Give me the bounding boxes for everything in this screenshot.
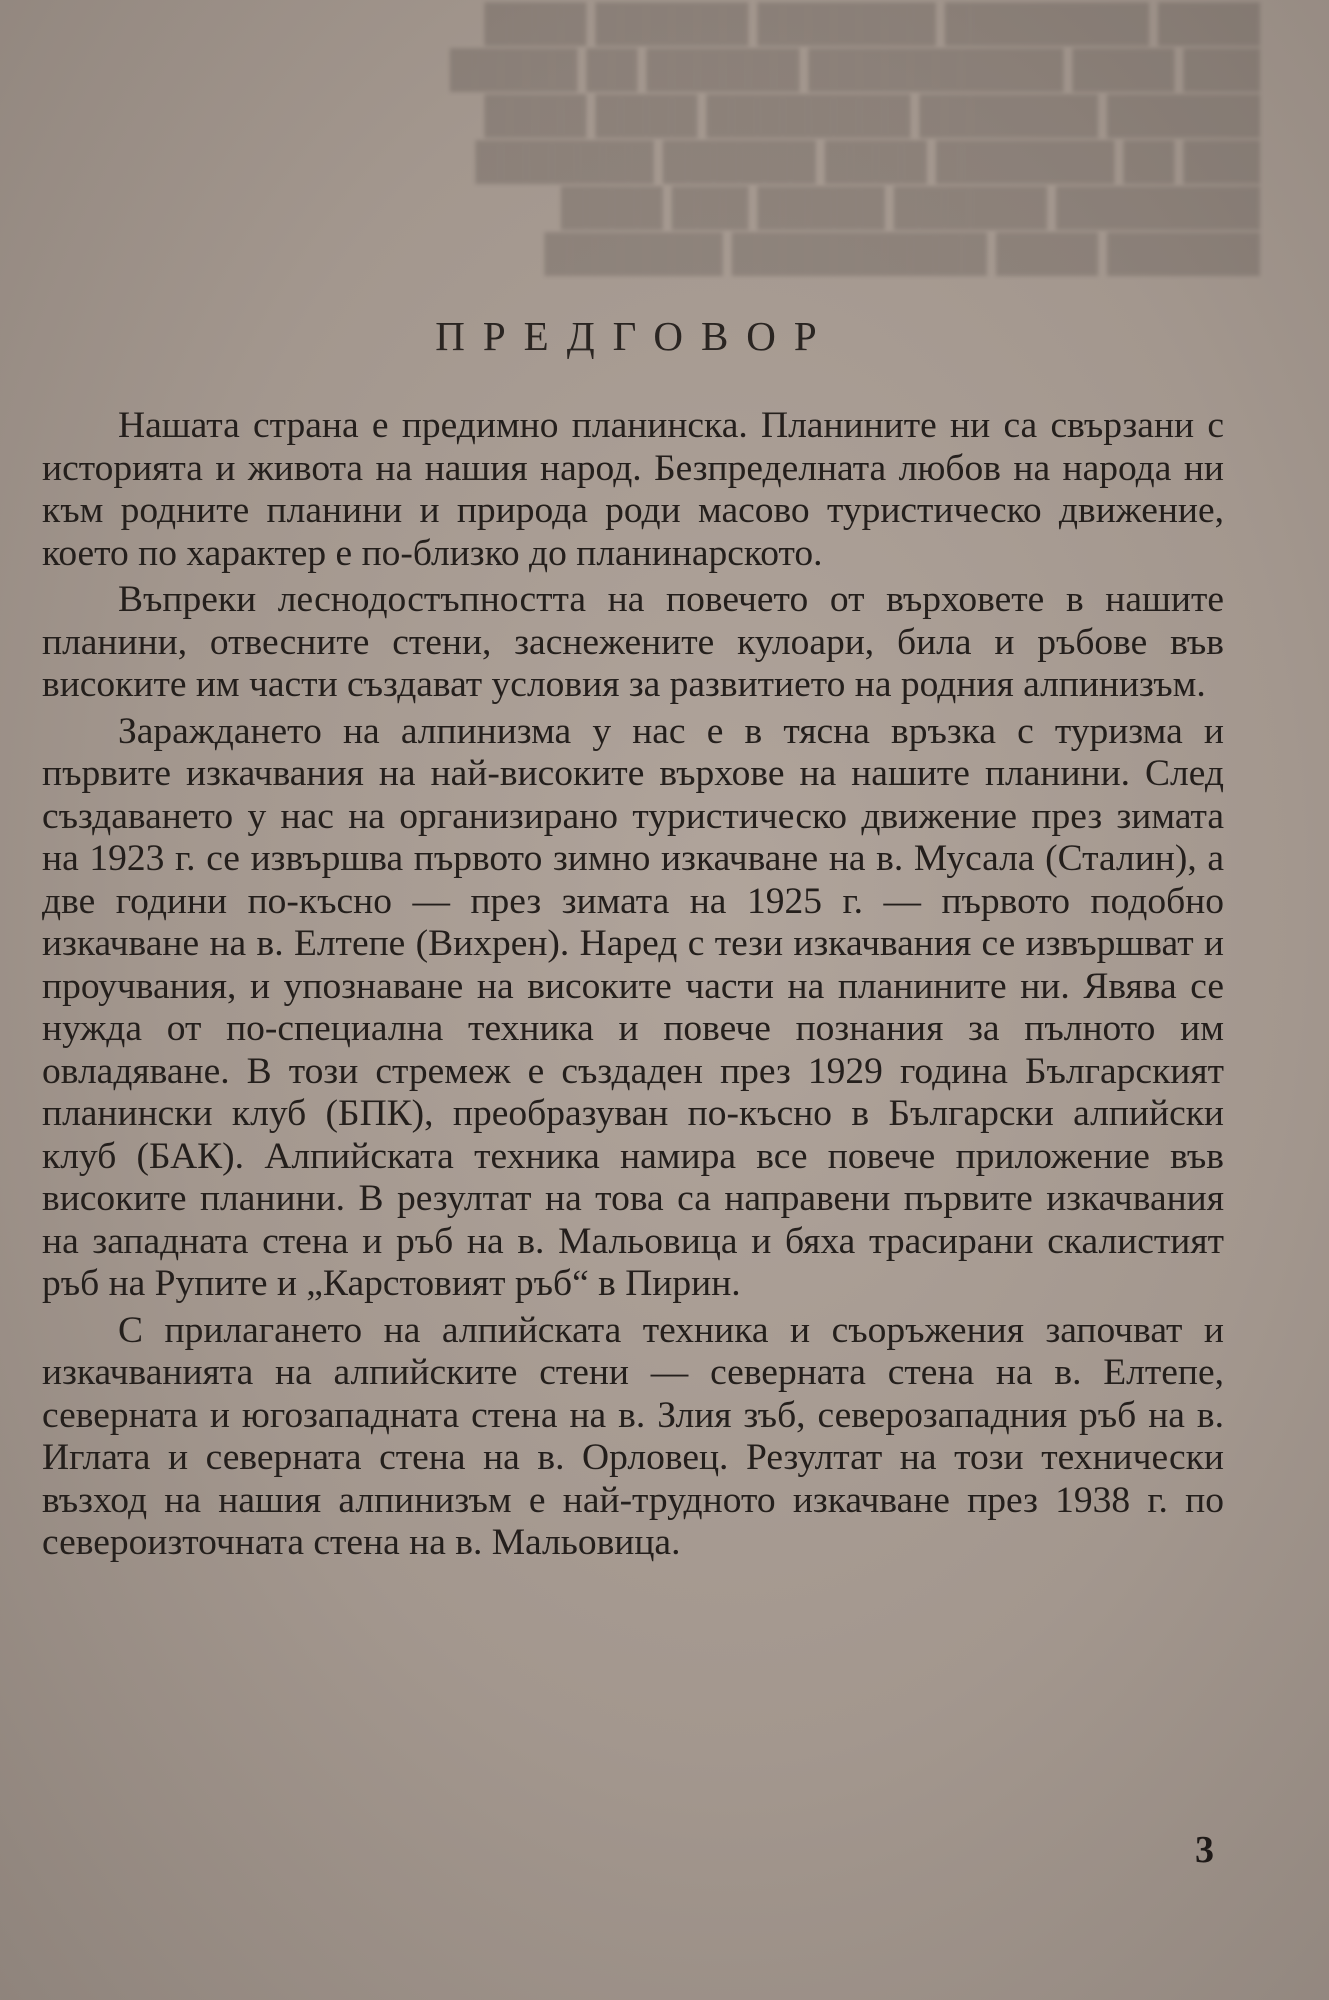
page-number: 3 <box>1195 1829 1214 1871</box>
paragraph-3: Зараждането на алпинизма у нас е в тясна връзка с туризма и първите изкачвания на най-високите върхове на нашите планини. След създаването у нас на организирано туристическо движение през зимата на 1923 г. се извършва първото зимно изкачване на в. Мусала (Сталин), а две години по-късно — през зимата на 1925 г. — първото подобно изкачване на в. Елтепе (Вихрен). Наред с тези изкачвания се извършват и проучвания, и упознаване на високите части на планините ни. Явява се нужда от по-специална техника и повече познания за пълното им овладяване. В този стремеж е създаден през 1929 година Българският планински клуб (БПК), преобразуван по-късно в Български алпийски клуб (БАК). Алпийската техника намира все повече приложение във високите планини. В резултат на това са направени първите изкачвания на западната стена и ръб на в. Мальовица и бяха трасирани скалистият ръб на Рупите и „Карстовият ръб“ в Пирин. <box>42 710 1224 1304</box>
preface-body <box>42 405 1224 1569</box>
page-title: ПРЕДГОВОР <box>435 313 835 359</box>
show-through-text: ████ ████████ ███████ ██████ ████ ███ ████ ██████████ ██████ ██ █████ ██████ ███████ ████████ ████ ████ ███ ██ ███████ ████ ██████ ███████ ████████ ██████ █████ ███ ████ ██████ ████ ██████████ ███████ <box>449 3 1260 273</box>
paragraph-4: С прилагането на алпийската техника и съоръжения започват и изкачванията на алпийските стени — северната стена на в. Елтепе, северната и югозападната стена на в. Злия зъб, северозападния ръб на в. Иглата и северната стена на в. Орловец. Резултат на този технически възход на нашия алпинизъм е най-трудното изкачване през 1938 г. по североизточната стена на в. Мальовица. <box>42 1309 1224 1563</box>
paragraph-2: Въпреки леснодостъпността на повечето от върховете в нашите планини, отвесните стени, заснежените кулоари, била и ръбове във високите им части създават условия за развитието на родния алпинизъм. <box>42 579 1224 705</box>
paragraph-1: Нашата страна е предимно планинска. Планините ни са свързани с историята и живота на нашия народ. Безпределната любов на народа ни към родните планини и природа роди масово туристическо движение, което по характер е по-близко до планинарското. <box>42 405 1224 574</box>
